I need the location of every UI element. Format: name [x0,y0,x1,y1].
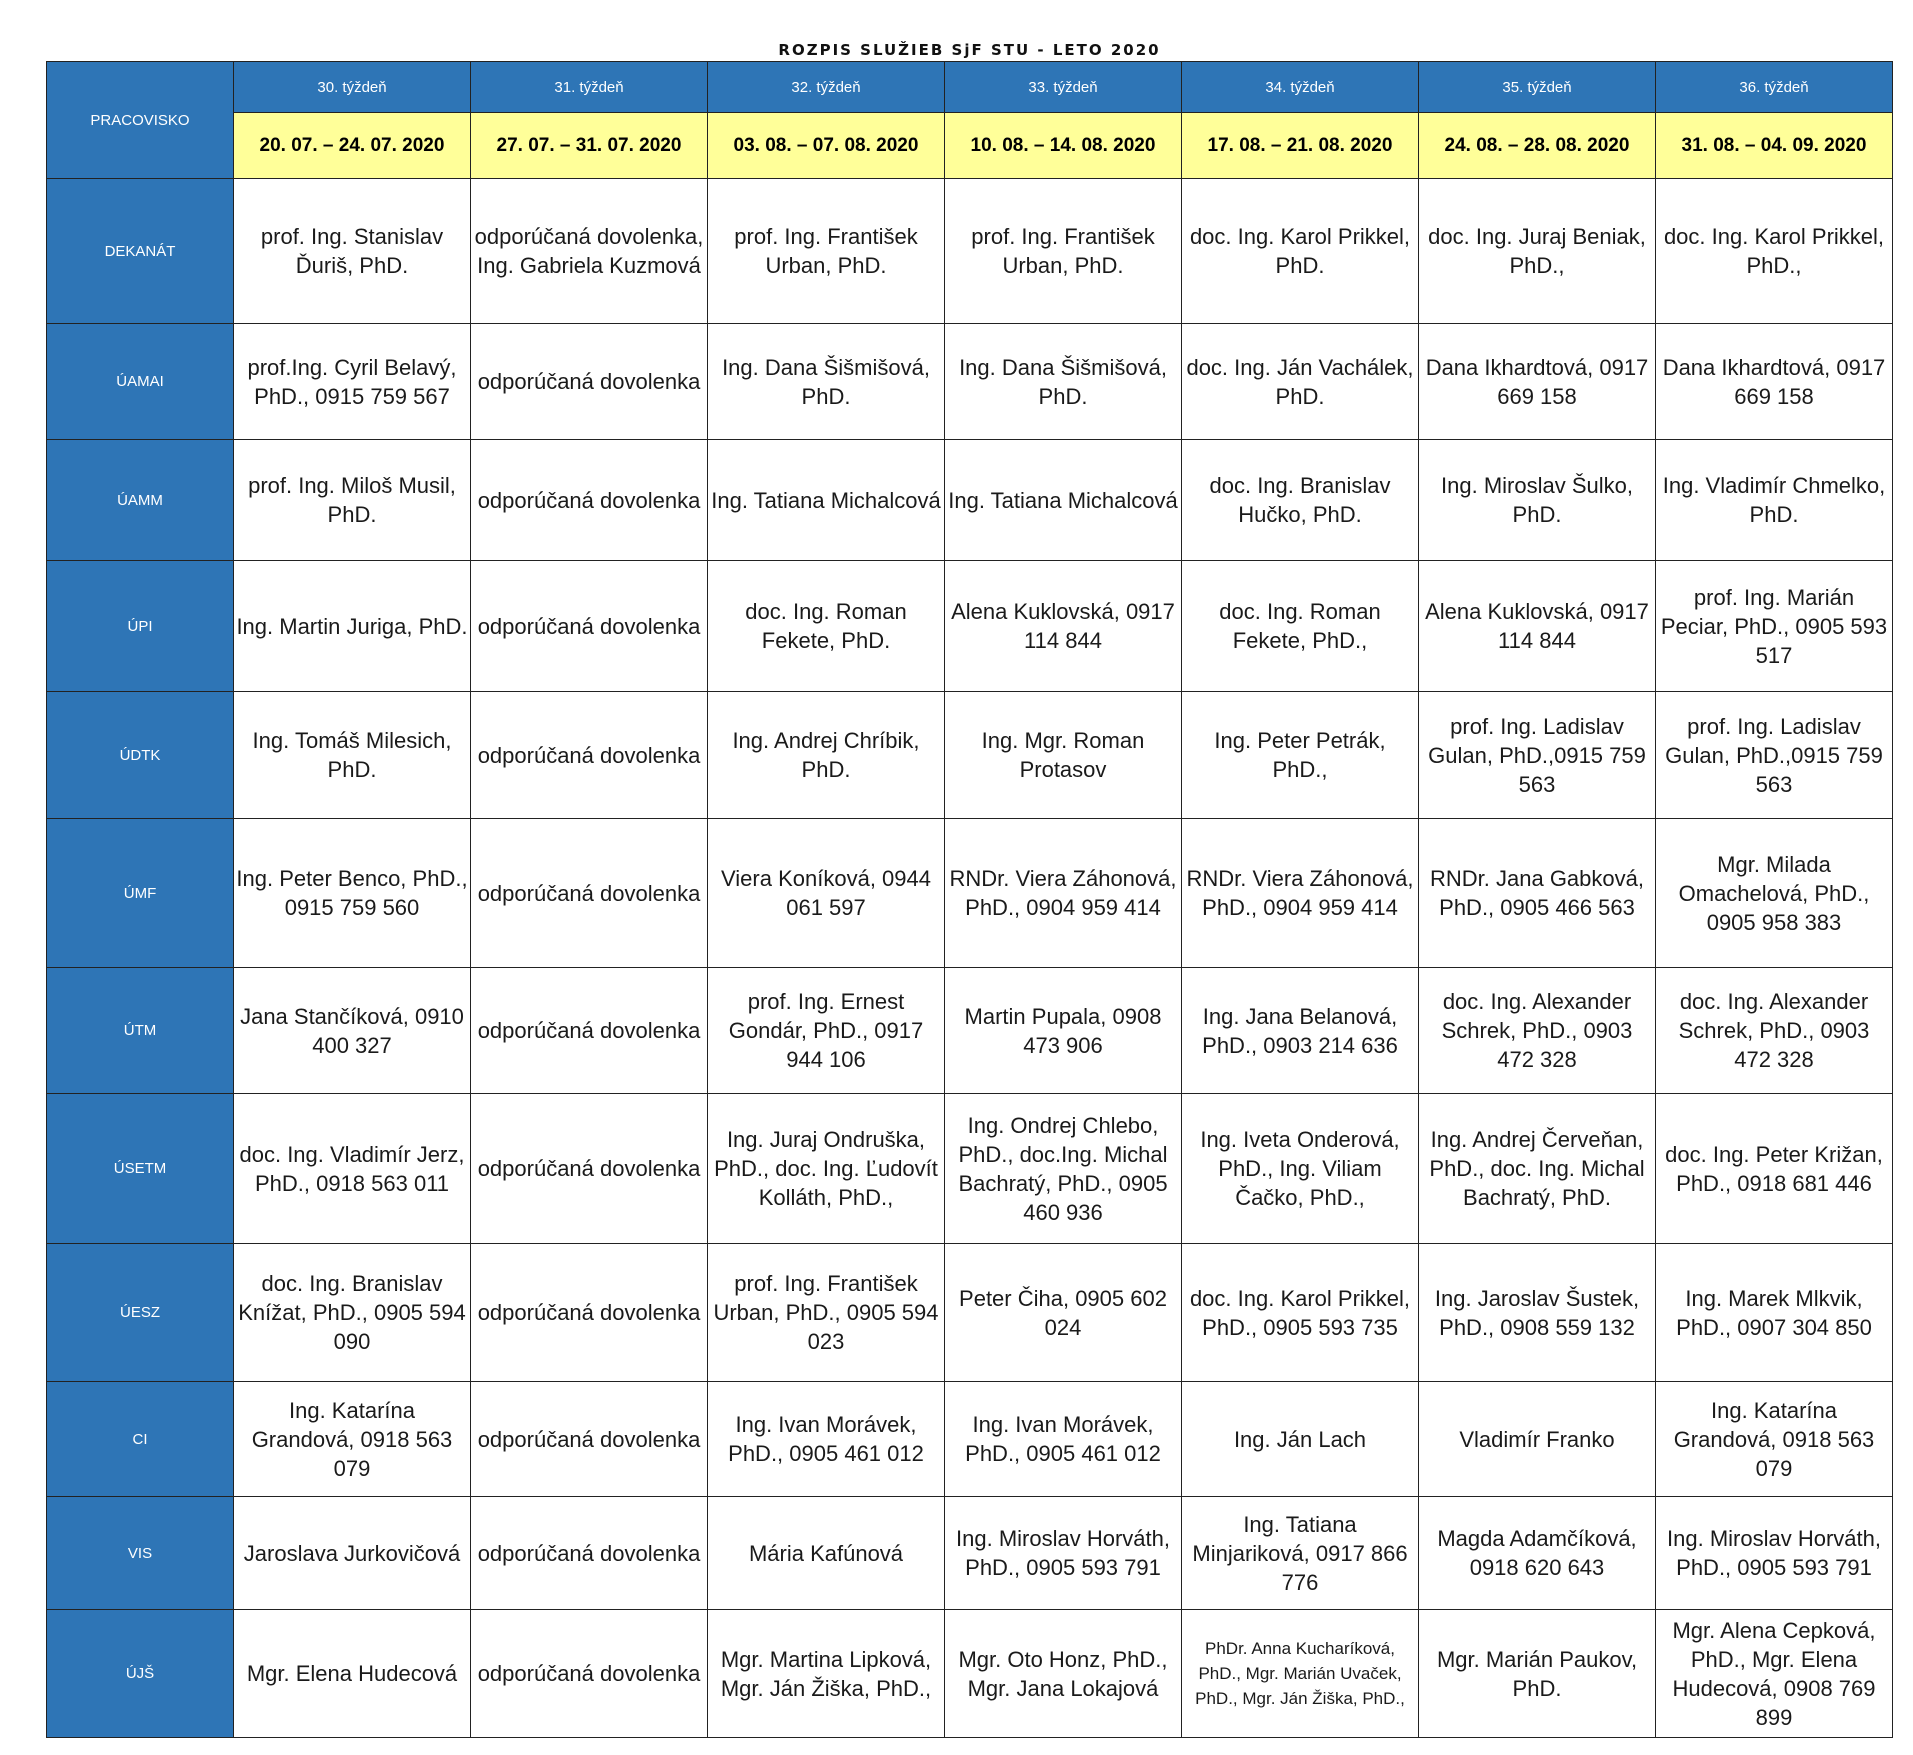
department-label: ÚSETM [47,1094,234,1244]
duty-cell: doc. Ing. Karol Prikkel, PhD. [1182,179,1419,324]
date-range: 20. 07. – 24. 07. 2020 [234,113,471,179]
duty-cell: Dana Ikhardtová, 0917 669 158 [1419,324,1656,440]
duty-cell: Ing. Andrej Chríbik, PhD. [708,692,945,819]
duty-cell: Ing. Tatiana Michalcová [708,440,945,561]
date-range: 10. 08. – 14. 08. 2020 [945,113,1182,179]
duty-cell: odporúčaná dovolenka [471,692,708,819]
department-label: VIS [47,1497,234,1610]
duty-cell: Ing. Miroslav Horváth, PhD., 0905 593 791 [1656,1497,1893,1610]
duty-cell: Viera Koníková, 0944 061 597 [708,819,945,968]
duty-cell: doc. Ing. Ján Vachálek, PhD. [1182,324,1419,440]
week-header: 34. týždeň [1182,62,1419,113]
duty-cell: Ing. Jaroslav Šustek, PhD., 0908 559 132 [1419,1244,1656,1382]
duty-cell: Magda Adamčíková, 0918 620 643 [1419,1497,1656,1610]
week-header: 31. týždeň [471,62,708,113]
department-label: ÚPI [47,561,234,692]
department-label: DEKANÁT [47,179,234,324]
table-row [47,179,1893,324]
duty-cell: Jana Stančíková, 0910 400 327 [234,968,471,1094]
department-label: ÚESZ [47,1244,234,1382]
duty-cell: doc. Ing. Branislav Knížat, PhD., 0905 594 090 [234,1244,471,1382]
table-row [47,1244,1893,1382]
duty-cell: odporúčaná dovolenka [471,1382,708,1497]
duty-cell: Ing. Ivan Morávek, PhD., 0905 461 012 [708,1382,945,1497]
table-row [47,968,1893,1094]
duty-cell: Ing. Dana Šišmišová, PhD. [945,324,1182,440]
duty-cell: Alena Kuklovská, 0917 114 844 [1419,561,1656,692]
week-header: 36. týždeň [1656,62,1893,113]
duty-cell: Ing. Miroslav Šulko, PhD. [1419,440,1656,561]
duty-cell: Ing. Martin Juriga, PhD. [234,561,471,692]
duty-cell: Alena Kuklovská, 0917 114 844 [945,561,1182,692]
table-row [47,1382,1893,1497]
duty-cell: Ing. Ivan Morávek, PhD., 0905 461 012 [945,1382,1182,1497]
duty-cell: RNDr. Viera Záhonová, PhD., 0904 959 414 [1182,819,1419,968]
duty-cell: prof. Ing. František Urban, PhD., 0905 594 023 [708,1244,945,1382]
duty-cell: odporúčaná dovolenka [471,324,708,440]
duty-cell: odporúčaná dovolenka [471,968,708,1094]
duty-cell: RNDr. Viera Záhonová, PhD., 0904 959 414 [945,819,1182,968]
duty-cell: Ing. Marek Mlkvik, PhD., 0907 304 850 [1656,1244,1893,1382]
duty-cell: doc. Ing. Karol Prikkel, PhD., [1656,179,1893,324]
duty-cell: Mgr. Alena Cepková, PhD., Mgr. Elena Hudecová, 0908 769 899 [1656,1610,1893,1738]
duty-cell: Ing. Ján Lach [1182,1382,1419,1497]
duty-cell: doc. Ing. Roman Fekete, PhD., [1182,561,1419,692]
date-range-row [47,113,1893,179]
date-range: 24. 08. – 28. 08. 2020 [1419,113,1656,179]
department-label: ÚJŠ [47,1610,234,1738]
department-label: ÚMF [47,819,234,968]
duty-cell: Ing. Dana Šišmišová, PhD. [708,324,945,440]
date-range: 27. 07. – 31. 07. 2020 [471,113,708,179]
duty-cell: doc. Ing. Juraj Beniak, PhD., [1419,179,1656,324]
duty-cell: prof. Ing. Ladislav Gulan, PhD.,0915 759 563 [1419,692,1656,819]
duty-cell: Ing. Juraj Ondruška, PhD., doc. Ing. Ľudovít Kolláth, PhD., [708,1094,945,1244]
department-label: ÚDTK [47,692,234,819]
duty-cell: Ing. Tatiana Minjariková, 0917 866 776 [1182,1497,1419,1610]
duty-cell: Martin Pupala, 0908 473 906 [945,968,1182,1094]
duty-cell: Ing. Katarína Grandová, 0918 563 079 [234,1382,471,1497]
duty-cell: doc. Ing. Peter Križan, PhD., 0918 681 446 [1656,1094,1893,1244]
duty-cell: Ing. Jana Belanová, PhD., 0903 214 636 [1182,968,1419,1094]
table-row [47,561,1893,692]
duty-cell: Ing. Ondrej Chlebo, PhD., doc.Ing. Michal Bachratý, PhD., 0905 460 936 [945,1094,1182,1244]
duty-cell: prof. Ing. František Urban, PhD. [708,179,945,324]
duty-cell: Mgr. Milada Omachelová, PhD., 0905 958 383 [1656,819,1893,968]
duty-cell: Dana Ikhardtová, 0917 669 158 [1656,324,1893,440]
duty-cell: prof. Ing. Ernest Gondár, PhD., 0917 944 106 [708,968,945,1094]
department-column-header: PRACOVISKO [47,62,234,179]
duty-cell: Jaroslava Jurkovičová [234,1497,471,1610]
duty-cell: doc. Ing. Karol Prikkel, PhD., 0905 593 735 [1182,1244,1419,1382]
duty-cell: odporúčaná dovolenka [471,1094,708,1244]
duty-cell: Mgr. Marián Paukov, PhD. [1419,1610,1656,1738]
duty-cell: prof. Ing. František Urban, PhD. [945,179,1182,324]
department-label: CI [47,1382,234,1497]
duty-cell: RNDr. Jana Gabková, PhD., 0905 466 563 [1419,819,1656,968]
document-title: ROZPIS SLUŽIEB SjF STU - LETO 2020 [778,41,1161,59]
duty-cell: prof. Ing. Stanislav Ďuriš, PhD. [234,179,471,324]
duty-cell: odporúčaná dovolenka [471,1610,708,1738]
table-row [47,324,1893,440]
duty-cell: Ing. Peter Benco, PhD., 0915 759 560 [234,819,471,968]
duty-cell: Mgr. Oto Honz, PhD., Mgr. Jana Lokajová [945,1610,1182,1738]
duty-cell: Mária Kafúnová [708,1497,945,1610]
duty-cell: PhDr. Anna Kucharíková, PhD., Mgr. Marián Uvaček, PhD., Mgr. Ján Žiška, PhD., [1182,1610,1419,1738]
duty-cell: odporúčaná dovolenka [471,1244,708,1382]
duty-schedule-table [46,61,1893,1738]
date-range: 31. 08. – 04. 09. 2020 [1656,113,1893,179]
week-header: 35. týždeň [1419,62,1656,113]
duty-cell: doc. Ing. Vladimír Jerz, PhD., 0918 563 011 [234,1094,471,1244]
table-row [47,440,1893,561]
week-header: 32. týždeň [708,62,945,113]
duty-cell: Ing. Katarína Grandová, 0918 563 079 [1656,1382,1893,1497]
table-row [47,1094,1893,1244]
department-label: ÚTM [47,968,234,1094]
duty-cell: odporúčaná dovolenka [471,440,708,561]
department-label: ÚAMAI [47,324,234,440]
duty-cell: prof. Ing. Marián Peciar, PhD., 0905 593 517 [1656,561,1893,692]
duty-cell: doc. Ing. Alexander Schrek, PhD., 0903 472 328 [1656,968,1893,1094]
duty-cell: Mgr. Elena Hudecová [234,1610,471,1738]
week-header-row [47,62,1893,113]
duty-cell: Mgr. Martina Lipková, Mgr. Ján Žiška, PhD., [708,1610,945,1738]
duty-cell: doc. Ing. Roman Fekete, PhD. [708,561,945,692]
duty-cell: Vladimír Franko [1419,1382,1656,1497]
table-row [47,1610,1893,1738]
duty-cell: Ing. Iveta Onderová, PhD., Ing. Viliam Čačko, PhD., [1182,1094,1419,1244]
table-row [47,1497,1893,1610]
date-range: 03. 08. – 07. 08. 2020 [708,113,945,179]
date-range: 17. 08. – 21. 08. 2020 [1182,113,1419,179]
duty-cell: Ing. Tatiana Michalcová [945,440,1182,561]
duty-cell: odporúčaná dovolenka [471,561,708,692]
table-row [47,692,1893,819]
duty-cell: doc. Ing. Alexander Schrek, PhD., 0903 472 328 [1419,968,1656,1094]
week-header: 33. týždeň [945,62,1182,113]
duty-cell: Ing. Tomáš Milesich, PhD. [234,692,471,819]
duty-cell: odporúčaná dovolenka, Ing. Gabriela Kuzmová [471,179,708,324]
department-label: ÚAMM [47,440,234,561]
duty-cell: odporúčaná dovolenka [471,1497,708,1610]
duty-cell: doc. Ing. Branislav Hučko, PhD. [1182,440,1419,561]
duty-cell: Ing. Peter Petrák, PhD., [1182,692,1419,819]
duty-cell: Ing. Vladimír Chmelko, PhD. [1656,440,1893,561]
week-header: 30. týždeň [234,62,471,113]
duty-cell: prof.Ing. Cyril Belavý, PhD., 0915 759 567 [234,324,471,440]
duty-cell: Peter Čiha, 0905 602 024 [945,1244,1182,1382]
duty-cell: Ing. Miroslav Horváth, PhD., 0905 593 791 [945,1497,1182,1610]
duty-cell: prof. Ing. Ladislav Gulan, PhD.,0915 759 563 [1656,692,1893,819]
duty-cell: Ing. Andrej Červeňan, PhD., doc. Ing. Michal Bachratý, PhD. [1419,1094,1656,1244]
table-row [47,819,1893,968]
duty-cell: Ing. Mgr. Roman Protasov [945,692,1182,819]
duty-cell: odporúčaná dovolenka [471,819,708,968]
duty-cell: prof. Ing. Miloš Musil, PhD. [234,440,471,561]
